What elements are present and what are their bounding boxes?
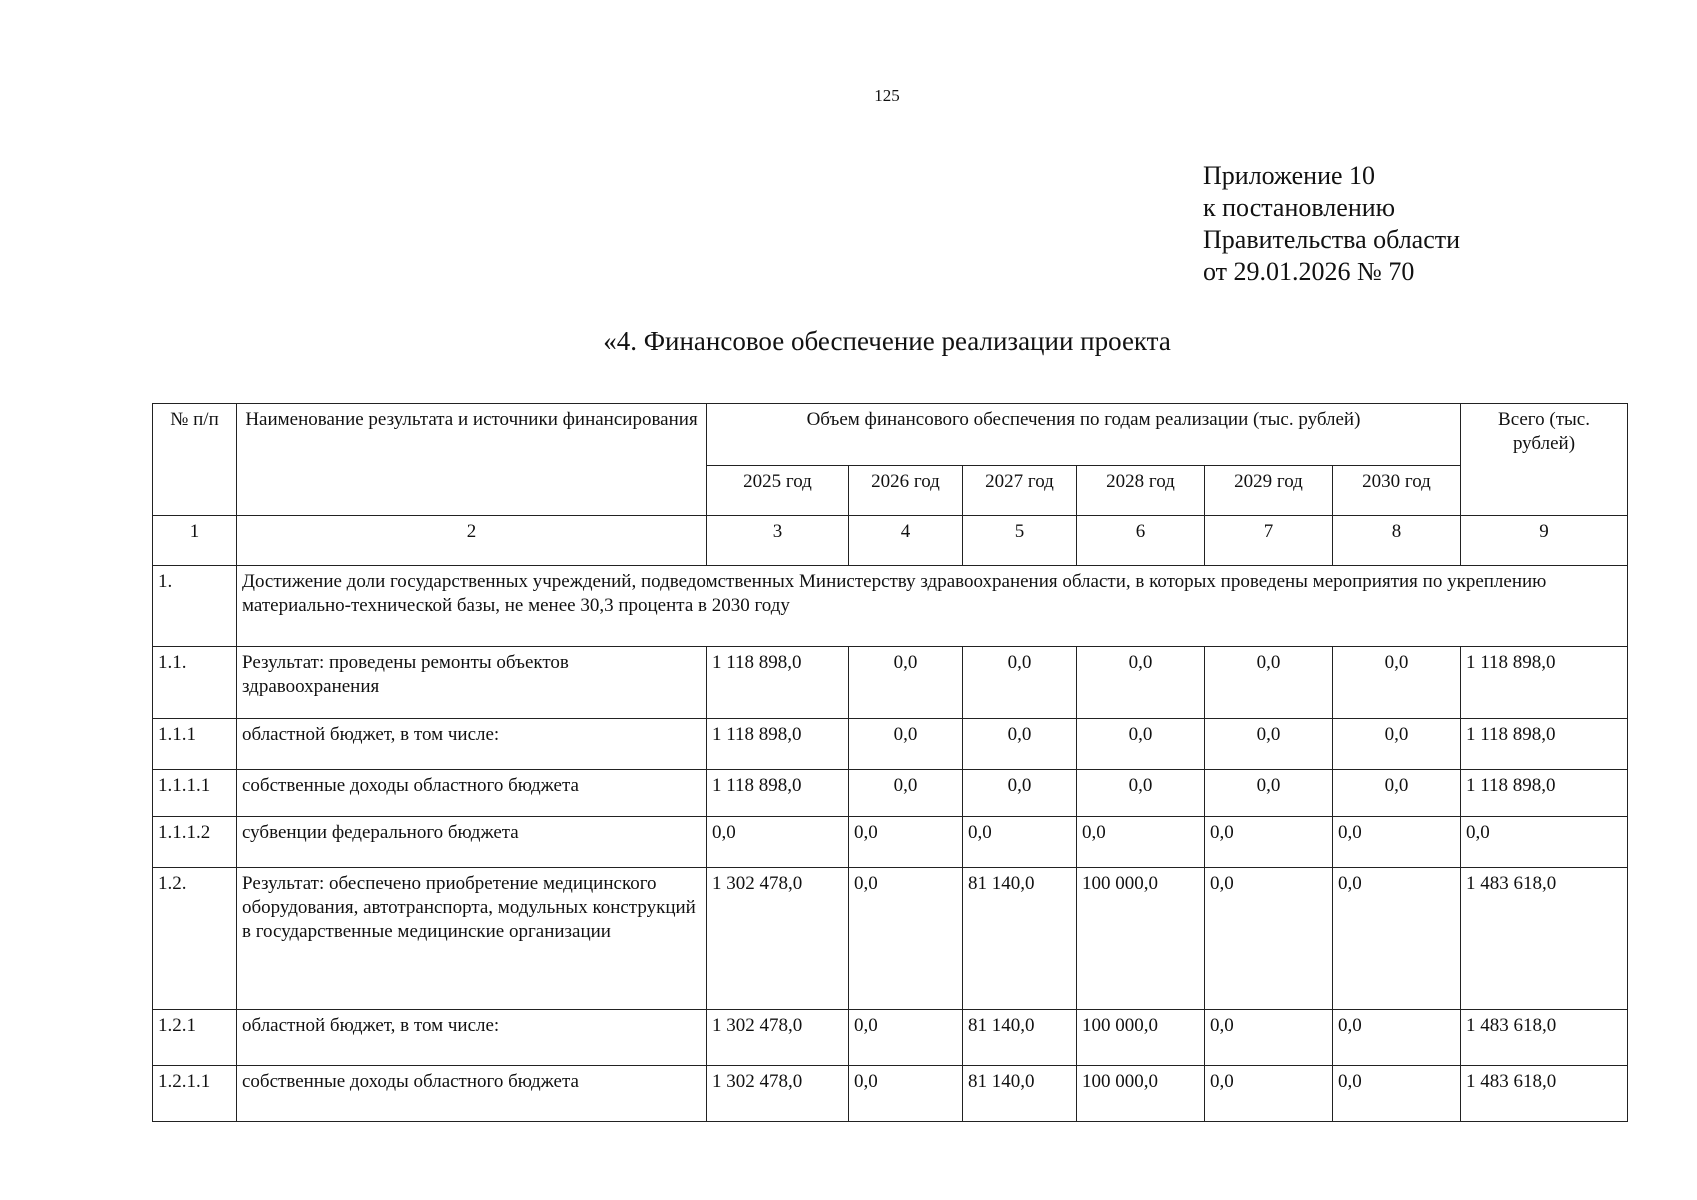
value-2025: 1 302 478,0 xyxy=(707,1066,849,1122)
value-2025: 1 118 898,0 xyxy=(707,719,849,770)
row-num: 1.1.1.2 xyxy=(153,817,237,868)
value-total: 1 118 898,0 xyxy=(1461,770,1628,817)
value-2025: 1 118 898,0 xyxy=(707,770,849,817)
table-row xyxy=(153,1010,1628,1066)
value-2025: 1 118 898,0 xyxy=(707,647,849,719)
value-2030: 0,0 xyxy=(1333,1066,1461,1122)
header-year: 2025 год xyxy=(707,466,849,516)
value-2026: 0,0 xyxy=(849,1010,963,1066)
column-number: 3 xyxy=(707,516,849,566)
table-row xyxy=(153,770,1628,817)
section-row xyxy=(153,566,1628,647)
header-total: Всего (тыс. рублей) xyxy=(1461,404,1628,516)
value-2029: 0,0 xyxy=(1205,817,1333,868)
column-number: 8 xyxy=(1333,516,1461,566)
value-2025: 1 302 478,0 xyxy=(707,1010,849,1066)
financing-table xyxy=(152,403,1628,1122)
value-2028: 0,0 xyxy=(1077,770,1205,817)
value-2030: 0,0 xyxy=(1333,770,1461,817)
header-year: 2029 год xyxy=(1205,466,1333,516)
value-2026: 0,0 xyxy=(849,1066,963,1122)
value-2030: 0,0 xyxy=(1333,647,1461,719)
value-2028: 100 000,0 xyxy=(1077,1010,1205,1066)
value-2029: 0,0 xyxy=(1205,1066,1333,1122)
value-2027: 81 140,0 xyxy=(963,868,1077,1010)
row-name: Результат: обеспечено приобретение медицинского оборудования, автотранспорта, модульных конструкций в государственные медицинские организации xyxy=(237,868,707,1010)
value-2027: 81 140,0 xyxy=(963,1066,1077,1122)
value-total: 1 483 618,0 xyxy=(1461,1010,1628,1066)
row-name: областной бюджет, в том числе: xyxy=(237,719,707,770)
appendix-line-4: от 29.01.2026 № 70 xyxy=(1203,257,1415,286)
value-2028: 0,0 xyxy=(1077,817,1205,868)
column-number: 4 xyxy=(849,516,963,566)
row-name: собственные доходы областного бюджета xyxy=(237,1066,707,1122)
value-2027: 0,0 xyxy=(963,647,1077,719)
value-total: 1 483 618,0 xyxy=(1461,1066,1628,1122)
value-2029: 0,0 xyxy=(1205,647,1333,719)
value-2027: 0,0 xyxy=(963,719,1077,770)
column-number: 5 xyxy=(963,516,1077,566)
row-num: 1.2. xyxy=(153,868,237,1010)
value-2026: 0,0 xyxy=(849,770,963,817)
section-num: 1. xyxy=(153,566,237,647)
row-name: собственные доходы областного бюджета xyxy=(237,770,707,817)
appendix-line-1: Приложение 10 xyxy=(1203,161,1376,190)
value-2026: 0,0 xyxy=(849,817,963,868)
value-2028: 100 000,0 xyxy=(1077,1066,1205,1122)
value-2028: 0,0 xyxy=(1077,719,1205,770)
header-year: 2027 год xyxy=(963,466,1077,516)
row-num: 1.2.1 xyxy=(153,1010,237,1066)
column-number: 6 xyxy=(1077,516,1205,566)
value-2026: 0,0 xyxy=(849,719,963,770)
header-year: 2030 год xyxy=(1333,466,1461,516)
row-num: 1.1.1.1 xyxy=(153,770,237,817)
appendix-line-2: к постановлению xyxy=(1203,193,1396,222)
value-total: 1 118 898,0 xyxy=(1461,719,1628,770)
appendix-note xyxy=(1203,160,1460,288)
header-num: № п/п xyxy=(153,404,237,516)
table-row xyxy=(153,1066,1628,1122)
value-2030: 0,0 xyxy=(1333,817,1461,868)
section-text: Достижение доли государственных учреждений, подведомственных Министерству здравоохранения области, в которых проведены мероприятия по укреплению материально-технической базы, не менее 30,3 процента в 2030 году xyxy=(237,566,1628,647)
column-number: 7 xyxy=(1205,516,1333,566)
value-2030: 0,0 xyxy=(1333,868,1461,1010)
value-2025: 1 302 478,0 xyxy=(707,868,849,1010)
row-name: Результат: проведены ремонты объектов здравоохранения xyxy=(237,647,707,719)
table-row xyxy=(153,647,1628,719)
value-total: 0,0 xyxy=(1461,817,1628,868)
value-2026: 0,0 xyxy=(849,647,963,719)
column-number: 1 xyxy=(153,516,237,566)
value-2029: 0,0 xyxy=(1205,770,1333,817)
row-num: 1.2.1.1 xyxy=(153,1066,237,1122)
row-name: областной бюджет, в том числе: xyxy=(237,1010,707,1066)
value-2029: 0,0 xyxy=(1205,719,1333,770)
value-2030: 0,0 xyxy=(1333,1010,1461,1066)
value-2028: 100 000,0 xyxy=(1077,868,1205,1010)
header-volume: Объем финансового обеспечения по годам реализации (тыс. рублей) xyxy=(707,404,1461,466)
table-row xyxy=(153,868,1628,1010)
row-name: субвенции федерального бюджета xyxy=(237,817,707,868)
value-total: 1 483 618,0 xyxy=(1461,868,1628,1010)
document-title: «4. Финансовое обеспечение реализации проекта xyxy=(603,326,1171,356)
value-2027: 0,0 xyxy=(963,817,1077,868)
value-2029: 0,0 xyxy=(1205,868,1333,1010)
row-num: 1.1. xyxy=(153,647,237,719)
value-2025: 0,0 xyxy=(707,817,849,868)
value-2026: 0,0 xyxy=(849,868,963,1010)
header-name: Наименование результата и источники финансирования xyxy=(237,404,707,516)
header-year: 2026 год xyxy=(849,466,963,516)
table-row xyxy=(153,817,1628,868)
column-number-row xyxy=(153,516,1628,566)
column-number: 9 xyxy=(1461,516,1628,566)
page-number: 125 xyxy=(874,86,900,105)
value-total: 1 118 898,0 xyxy=(1461,647,1628,719)
row-num: 1.1.1 xyxy=(153,719,237,770)
value-2029: 0,0 xyxy=(1205,1010,1333,1066)
value-2027: 0,0 xyxy=(963,770,1077,817)
column-number: 2 xyxy=(237,516,707,566)
header-year: 2028 год xyxy=(1077,466,1205,516)
value-2028: 0,0 xyxy=(1077,647,1205,719)
appendix-line-3: Правительства области xyxy=(1203,225,1461,254)
table-row xyxy=(153,719,1628,770)
value-2030: 0,0 xyxy=(1333,719,1461,770)
value-2027: 81 140,0 xyxy=(963,1010,1077,1066)
